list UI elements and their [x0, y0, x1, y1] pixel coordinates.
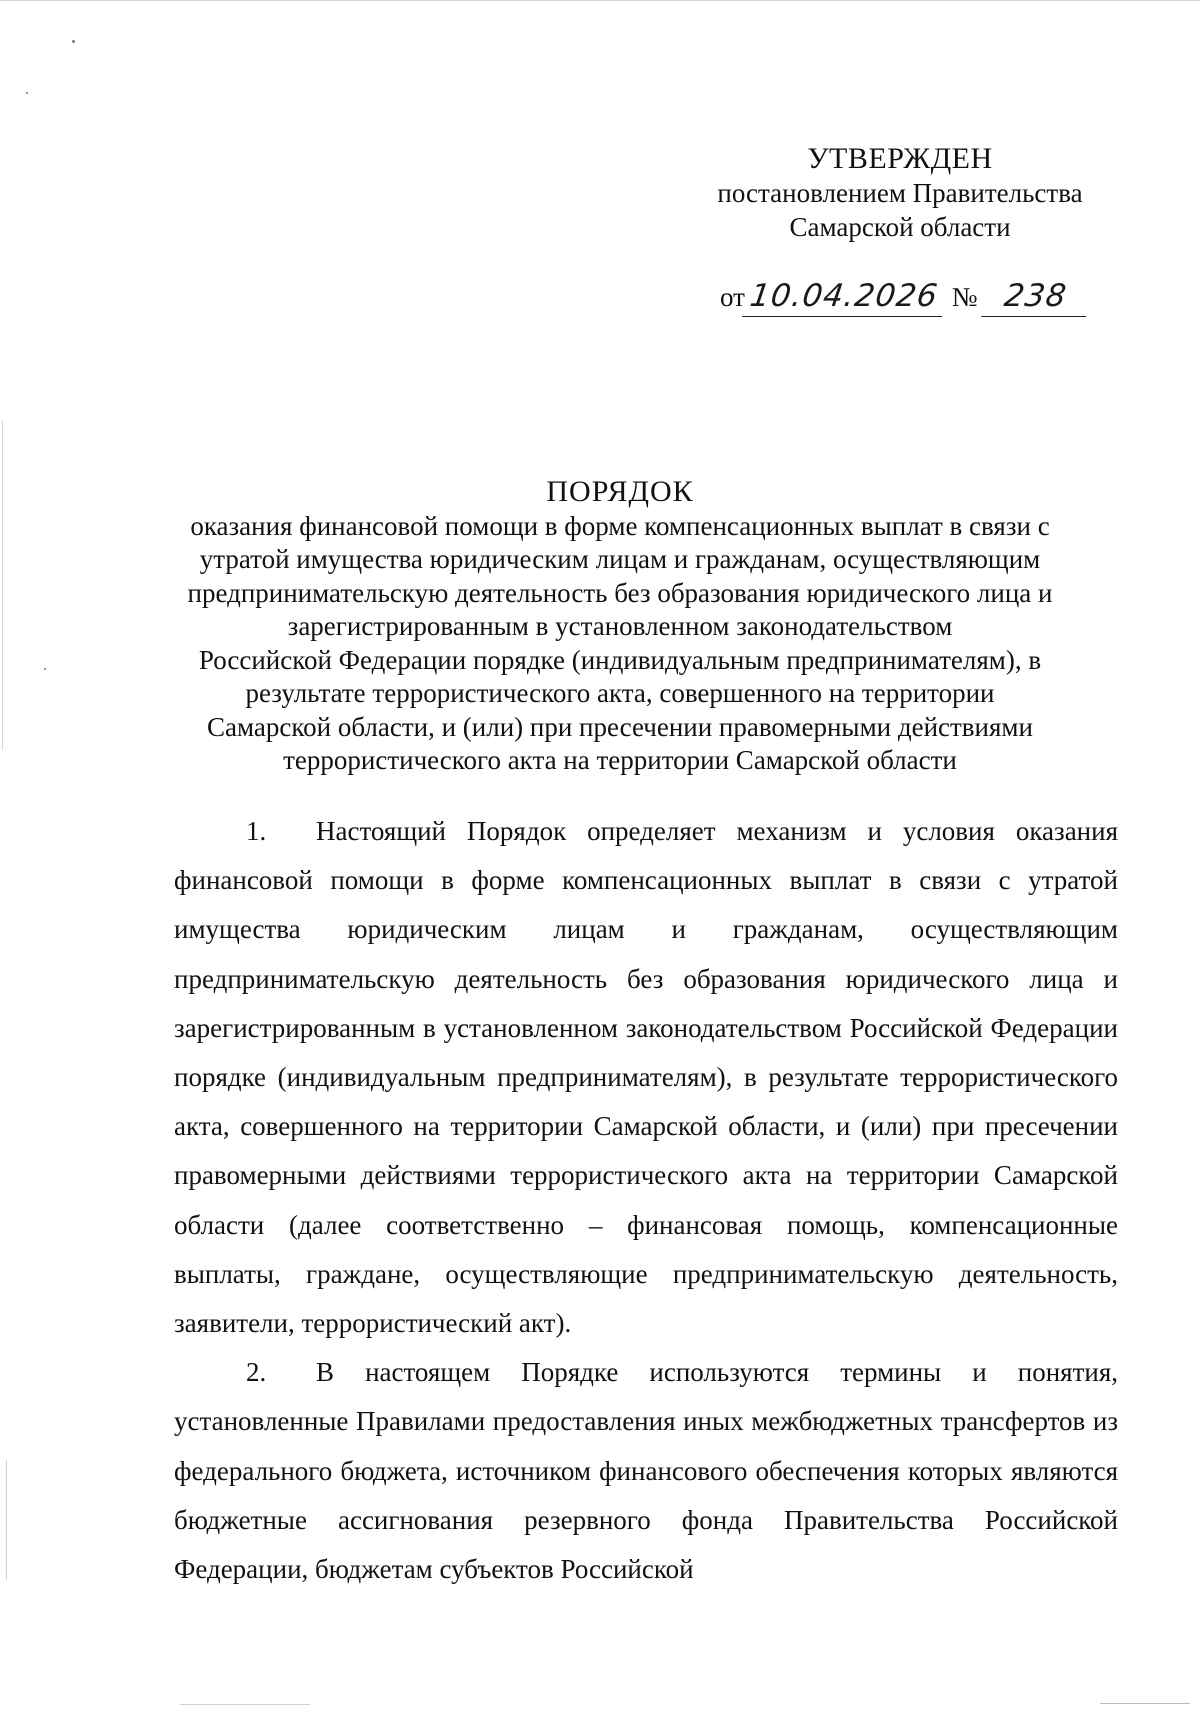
document-body	[174, 807, 1118, 1594]
scan-edge-left-lower	[6, 1460, 7, 1580]
subtitle-line: Самарской области, и (или) при пресечении правомерными действиями	[207, 711, 1033, 742]
subtitle-line: результате террористического акта, совершенного на территории	[245, 678, 995, 708]
paragraph-text: Настоящий Порядок определяет механизм и условия оказания финансовой помощи в форме компенсационных выплат в связи с утратой имущества юридическим лицам и гражданам, осуществляющим предпринимательскую деятельность без образования юридического лица и зарегистрированным в установленном законодательством Российской Федерации порядке (индивидуальным предпринимателям), в результате террористического акта, совершенного на территории Самарской области, и (или) при пресечении правомерными действиями террористического акта на территории Самарской области (далее соответственно – финансовая помощь, компенсационные выплаты, граждане, осуществляющие предпринимательскую деятельность, заявители, террористический акт).	[174, 816, 1118, 1339]
subtitle-line: Российской Федерации порядке (индивидуальным предпринимателям), в	[198, 644, 1042, 675]
scan-edge-left	[2, 420, 3, 750]
approval-block	[690, 142, 1110, 244]
scan-speck	[26, 92, 28, 94]
scan-speck	[72, 40, 75, 43]
approval-line-1: постановлением Правительства	[717, 178, 1083, 208]
subtitle-line: предпринимательскую деятельность без образования юридического лица и	[187, 577, 1053, 608]
date-prefix: от	[720, 282, 745, 312]
scan-edge-bottom-right	[1100, 1703, 1190, 1704]
approval-date-number	[720, 276, 1089, 317]
approval-title: УТВЕРЖДЕН	[807, 142, 993, 175]
paragraph-text: В настоящем Порядке используются термины и понятия, установленные Правилами предоставления иных межбюджетных трансфертов из федерального бюджета, источником финансового обеспечения которых являются бюджетные ассигнования резервного фонда Правительства Российской Федерации, бюджетам субъектов Российской	[174, 1357, 1118, 1585]
paragraph-1	[174, 807, 1118, 1348]
scan-edge-top	[0, 0, 1200, 1]
document-title: ПОРЯДОК	[546, 475, 694, 508]
subtitle-line: утратой имущества юридическим лицам и гражданам, осуществляющим	[199, 544, 1041, 574]
handwritten-date: 10.04.2026	[742, 276, 948, 317]
handwritten-number: 238	[981, 276, 1092, 317]
scan-edge-bottom	[180, 1704, 310, 1705]
subtitle-line: зарегистрированным в установленном законодательством	[287, 611, 953, 641]
paragraph-2	[174, 1348, 1118, 1594]
document-heading	[150, 475, 1090, 778]
scan-speck	[44, 668, 46, 670]
paragraph-number: 2.	[246, 1357, 267, 1388]
subtitle-line: оказания финансовой помощи в форме компенсационных выплат в связи с	[190, 510, 1050, 541]
approval-line-2: Самарской области	[789, 212, 1011, 242]
paragraph-number: 1.	[246, 816, 267, 846]
subtitle-line: террористического акта на территории Самарской области	[283, 745, 957, 775]
number-prefix: №	[951, 282, 978, 312]
